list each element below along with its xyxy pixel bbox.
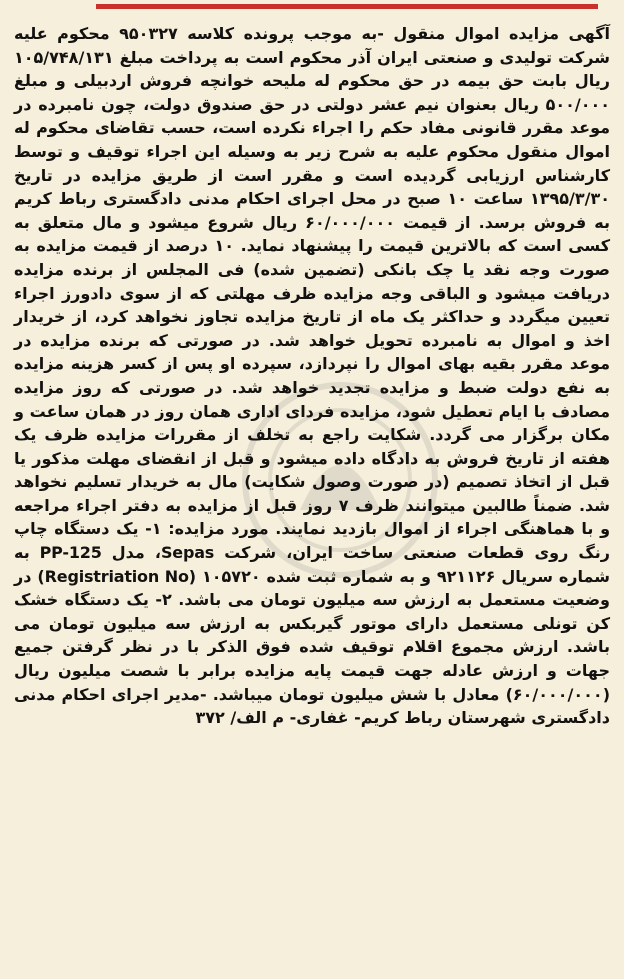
auction-notice-text: آگهی مزایده اموال منقول -به موجب پرونده کلاسه ۹۵۰۳۲۷ محکوم علیه شرکت تولیدی و صنعتی ایران آذر محکوم است به پرداخت مبلغ ۱۰۵/۷۴۸/۱۳۱ ریال بابت حق بیمه در حق محکوم له ملیحه خوانچه فروش اردبیلی و مبلغ ۵۰۰/۰۰۰ ریال بعنوان نیم عشر دولتی در حق صندوق دولت، چون نامبرده در موعد مقرر قانونی مفاد حکم را اجراء نکرده است، حسب تقاضای محکوم له اموال منقول محکوم علیه به شرح زیر به وسیله این اجراء توقیف و توسط کارشناس ارزیابی گردیده است و مقرر است از طریق مزایده در تاریخ ۱۳۹۵/۳/۳۰ ساعت ۱۰ صبح در محل اجرای احکام مدنی دادگستری رباط کریم به فروش برسد. از قیمت ۶۰/۰۰۰/۰۰۰ ریال شروع میشود و مال متعلق به کسی است که بالاترین قیمت را پیشنهاد نماید. ۱۰ درصد از قیمت مزایده به صورت وجه نقد یا چک بانکی (تضمین شده) فی المجلس از برنده مزایده دریافت میشود و الباقی وجه مزایده ظرف مهلتی که از سوی دادورز اجراء تعیین میگردد و حداکثر یک ماه از تاریخ مزایده تجاوز نخواهد کرد، از خریدار اخذ و اموال به نامبرده تحویل خواهد شد. در صورتی که برنده مزایده در موعد مقرر بقیه بهای اموال را نپردازد، سپرده او پس از کسر هزینه مزایده به نفع دولت ضبط و مزایده تجدید خواهد شد. در صورتی که روز مزایده مصادف با ایام تعطیل شود، مزایده فردای اداری همان روز در همان ساعت و مکان برگزار می گردد. شکایت راجع به تخلف از مقررات مزایده ظرف یک هفته از تاریخ فروش به دادگاه داده میشود و قبل از انقضای مهلت مذکور یا قبل از اتخاذ تصمیم (در صورت وصول شکایت) مال به خریدار تسلیم نخواهد شد. ضمناً طالبین میتوانند ظرف ۷ روز قبل از مزایده به دفتر اجراء مراجعه و با هماهنگی اجراء از اموال بازدید نمایند. مورد مزایده: ۱- یک دستگاه چاپ رنگ روی قطعات صنعتی ساخت ایران، شرکت Sepas، مدل PP-125 به شماره سریال ۹۲۱۱۲۶ و به شماره ثبت شده ۱۰۵۷۲۰ (Registriation No) در وضعیت مستعمل به ارزش سه میلیون تومان می باشد. ۲- یک دستگاه خشک کن تونلی مستعمل دارای موتور گیربکس به ارزش سه میلیون تومان می باشد. ارزش مجموع اقلام توقیف شده فوق الذکر با در نظر گرفتن جمیع جهات و ارزش عادله جهت قیمت پایه مزایده برابر با شصت میلیون ریال (۶۰/۰۰۰/۰۰۰) معادل با شش میلیون تومان میباشد. -مدیر اجرای احکام مدنی دادگستری شهرستان رباط کریم- غفاری- م الف/ ۳۷۲ — [14, 24, 611, 728]
top-red-rule — [96, 4, 598, 9]
